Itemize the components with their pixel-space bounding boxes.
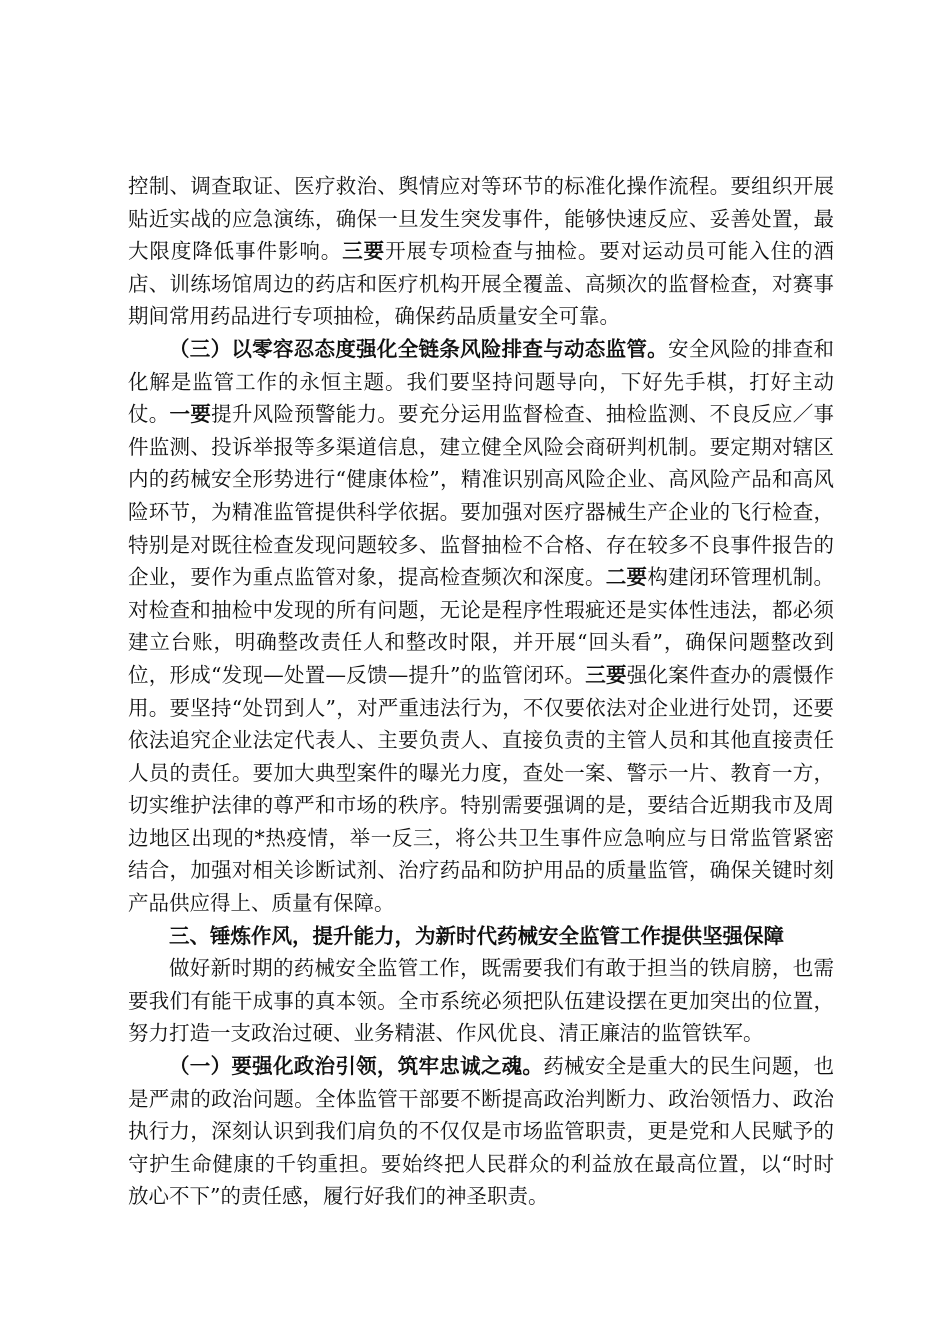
paragraph-risk-screening [128, 333, 834, 920]
subsection-heading-1: （一）要强化政治引领，筑牢忠诚之魂。 [169, 1054, 544, 1079]
emphasis-first-requirement: 一要 [169, 402, 212, 427]
subsection-heading-3: （三）以零容忍态度强化全链条风险排查与动态监管。 [169, 336, 668, 361]
paragraph-text: 药械安全是重大的民生问题，也是严肃的政治问题。全体监管干部要不断提高政治判断力、政治领悟力、政治执行力，深刻认识到我们肩负的不仅仅是市场监管职责，更是党和人民赋予的守护生命健康的千钧重担。要始终把人民群众的利益放在最高位置，以“时时放心不下”的责任感，履行好我们的神圣职责。 [128, 1054, 835, 1209]
paragraph-text: 安全风险的排查和化解是监管工作的永恒主题。我们要坚持问题导向，下好先手棋，打好主动仗。 [128, 336, 835, 427]
section-heading-3 [128, 920, 834, 953]
document-body [128, 170, 834, 1213]
paragraph-text: 强化案件查办的震慑作用。要坚持“处罚到人”，对严重违法行为，不仅要依法对企业进行处罚，还要依法追究企业法定代表人、主要负责人、直接负责的主管人员和其他直接责任人员的责任。要加大典型案件的曝光力度，查处一案、警示一片、教育一方，切实维护法律的尊严和市场的秩序。特别需要强调的是，要结合近期我市及周边地区出现的*热疫情，举一反三，将公共卫生事件应急响应与日常监管紧密结合，加强对相关诊断试剂、治疗药品和防护用品的质量监管，确保关键时刻产品供应得上、质量有保障。 [128, 662, 835, 916]
paragraph-text: 提升风险预警能力。要充分运用监督检查、抽检监测、不良反应／事件监测、投诉举报等多渠道信息，建立健全风险会商研判机制。要定期对辖区内的药械安全形势进行“健康体检”，精准识别高风险企业、高风险产品和高风险环节，为精准监管提供科学依据。要加强对医疗器械生产企业的飞行检查，特别是对既往检查发现问题较多、监督抽检不合格、存在较多不良事件报告的企业，要作为重点监管对象，提高检查频次和深度。 [128, 402, 835, 590]
paragraph-team-building: 做好新时期的药械安全监管工作，既需要我们有敢于担当的铁肩膀，也需要我们有能干成事的真本领。全市系统必须把队伍建设摆在更加突出的位置，努力打造一支政治过硬、业务精湛、作风优良、清正廉洁的监管铁军。 [128, 956, 834, 1046]
emphasis-second-requirement: 二要 [605, 565, 648, 590]
section-heading-text: 三、锤炼作风，提升能力，为新时代药械安全监管工作提供坚强保障 [169, 923, 784, 948]
paragraph-text: 控制、调查取证、医疗救治、舆情应对等环节的标准化操作流程。要组织开展贴近实战的应急演练，确保一旦发生突发事件，能够快速反应、妥善处置，最大限度降低事件影响。 [128, 174, 834, 264]
paragraph-emergency-inspection [128, 170, 834, 333]
emphasis-third-requirement: 三要 [585, 662, 627, 687]
emphasis-third-requirement: 三要 [342, 239, 386, 264]
paragraph-political-leadership [128, 1050, 834, 1213]
paragraph-text: 构建闭环管理机制。对检查和抽检中发现的所有问题，无论是程序性瑕疵还是实体性违法，都必须建立台账，明确整改责任人和整改时限，并开展“回头看”，确保问题整改到位，形成“发现—处置—反馈—提升”的监管闭环。 [128, 565, 835, 687]
paragraph-text: 开展专项检查与抽检。要对运动员可能入住的酒店、训练场馆周边的药店和医疗机构开展全覆盖、高频次的监督检查，对赛事期间常用药品进行专项抽检，确保药品质量安全可靠。 [128, 239, 834, 329]
